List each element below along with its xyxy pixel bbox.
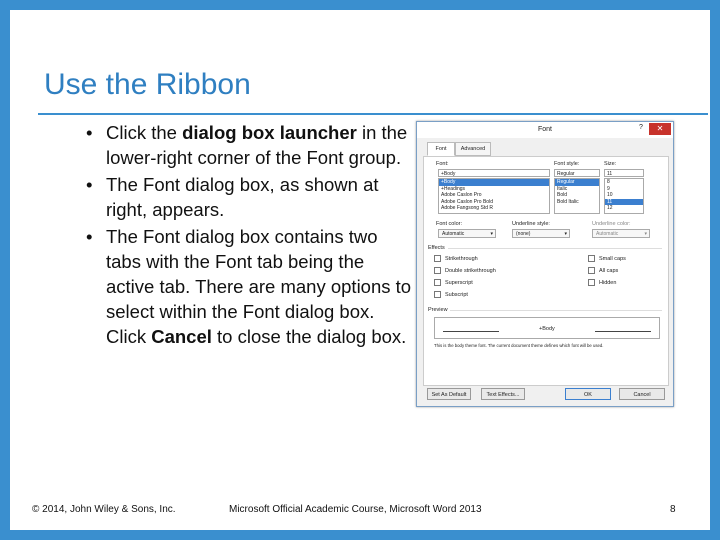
font-style-label: Font style: (554, 161, 580, 167)
size-list[interactable] (604, 178, 644, 214)
bullet-dot: • (86, 226, 93, 247)
font-style-list[interactable] (554, 178, 600, 214)
bullet-list (76, 120, 416, 351)
close-icon[interactable]: ✕ (649, 123, 671, 135)
preview-note: This is the body theme font. The current document theme defines which font will be used. (434, 343, 604, 348)
size-label: Size: (604, 161, 617, 167)
font-list-item[interactable]: +Body (439, 179, 549, 186)
superscript-checkbox[interactable] (434, 279, 473, 286)
chevron-down-icon: ▾ (490, 231, 493, 237)
checkbox-label: All caps (599, 267, 619, 274)
subscript-checkbox[interactable] (434, 291, 468, 298)
effects-divider (448, 248, 662, 249)
bullet-text: in the lower-right corner of the Font group. (106, 122, 408, 168)
size-item[interactable]: 8 (607, 179, 610, 185)
checkbox-label: Superscript (445, 279, 473, 286)
bullet-text: to close the dialog box. (211, 326, 407, 347)
font-dialog (416, 121, 674, 407)
footer-page-number: 8 (670, 504, 676, 515)
strikethrough-checkbox[interactable] (434, 255, 478, 262)
preview-line-left (443, 331, 499, 332)
font-list-item[interactable]: Adobe Fangsong Std R (441, 205, 493, 212)
hidden-checkbox[interactable] (588, 279, 616, 286)
slide-title: Use the Ribbon (44, 68, 251, 101)
effects-label: Effects (428, 245, 445, 251)
preview-divider (450, 310, 662, 311)
underline-color-label: Underline color: (592, 221, 631, 227)
checkbox-icon (434, 279, 441, 286)
tab-advanced[interactable]: Advanced (455, 142, 491, 156)
font-color-dropdown[interactable] (438, 229, 496, 238)
ok-button[interactable]: OK (565, 388, 611, 400)
bullet-bold-text: Cancel (151, 326, 212, 347)
footer-course: Microsoft Official Academic Course, Microsoft Word 2013 (229, 504, 482, 515)
bullet-text: The Font dialog box, as shown at right, appears. (106, 174, 379, 220)
dialog-title: Font (537, 126, 552, 133)
underline-style-label: Underline style: (512, 221, 550, 227)
size-item[interactable]: 11 (605, 199, 643, 206)
bullet-item (76, 224, 416, 349)
font-color-label: Font color: (436, 221, 462, 227)
font-tab-panel (423, 156, 669, 386)
font-style-item[interactable]: Regular (555, 179, 599, 186)
bullet-text: Click the (106, 122, 183, 143)
small-caps-checkbox[interactable] (588, 255, 626, 262)
bullet-text: The Font dialog box contains two tabs with the Font tab being the active tab. There are many options to select within the Font dialog box. Click (106, 226, 412, 347)
size-item[interactable]: 10 (607, 192, 613, 199)
double-strikethrough-checkbox[interactable] (434, 267, 496, 274)
preview-box (434, 317, 660, 339)
help-button[interactable]: ? (639, 124, 643, 131)
checkbox-label: Small caps (599, 255, 626, 262)
checkbox-icon (588, 279, 595, 286)
checkbox-label: Hidden (599, 279, 617, 286)
checkbox-icon (434, 291, 441, 298)
font-list-item[interactable]: Adobe Caslon Pro (441, 192, 482, 199)
cancel-button[interactable]: Cancel (619, 388, 665, 400)
font-style-item[interactable]: Bold (557, 192, 568, 199)
text-effects-button[interactable]: Text Effects... (481, 388, 525, 400)
bullet-dot: • (86, 174, 93, 195)
all-caps-checkbox[interactable] (588, 267, 618, 274)
font-label: Font: (436, 161, 449, 167)
chevron-down-icon: ▾ (644, 231, 647, 237)
font-input[interactable]: +Body (438, 169, 550, 177)
bullet-item (76, 172, 416, 222)
bullet-dot: • (86, 122, 93, 143)
bullet-bold-text: dialog box launcher (182, 122, 357, 143)
font-list-item[interactable]: Adobe Caslon Pro Bold (441, 198, 493, 205)
checkbox-icon (588, 267, 595, 274)
title-divider (38, 113, 708, 115)
checkbox-label: Strikethrough (445, 255, 478, 262)
size-item[interactable]: 12 (607, 205, 613, 212)
font-style-item[interactable]: Bold Italic (557, 198, 579, 205)
preview-label: Preview (428, 307, 448, 313)
footer-copyright: © 2014, John Wiley & Sons, Inc. (32, 504, 176, 515)
checkbox-label: Subscript (445, 291, 468, 298)
checkbox-icon (588, 255, 595, 262)
font-list[interactable] (438, 178, 550, 214)
preview-line-right (595, 331, 651, 332)
checkbox-label: Double strikethrough (445, 267, 496, 274)
preview-sample: +Body (539, 326, 555, 332)
font-style-item[interactable]: Italic (557, 185, 568, 192)
bullet-item (76, 120, 416, 170)
chevron-down-icon: ▾ (564, 231, 567, 237)
font-color-value: Automatic (442, 231, 465, 237)
underline-color-dropdown[interactable] (592, 229, 650, 238)
dialog-titlebar (417, 122, 673, 138)
underline-color-value: Automatic (596, 231, 619, 237)
checkbox-icon (434, 267, 441, 274)
checkbox-icon (434, 255, 441, 262)
tab-font[interactable]: Font (427, 142, 455, 156)
set-as-default-button[interactable]: Set As Default (427, 388, 471, 400)
size-input[interactable]: 11 (604, 169, 644, 177)
size-item[interactable]: 9 (607, 185, 610, 192)
font-list-item[interactable]: +Headings (441, 185, 466, 192)
underline-style-value: (none) (516, 231, 531, 237)
font-style-input[interactable]: Regular (554, 169, 600, 177)
underline-style-dropdown[interactable] (512, 229, 570, 238)
